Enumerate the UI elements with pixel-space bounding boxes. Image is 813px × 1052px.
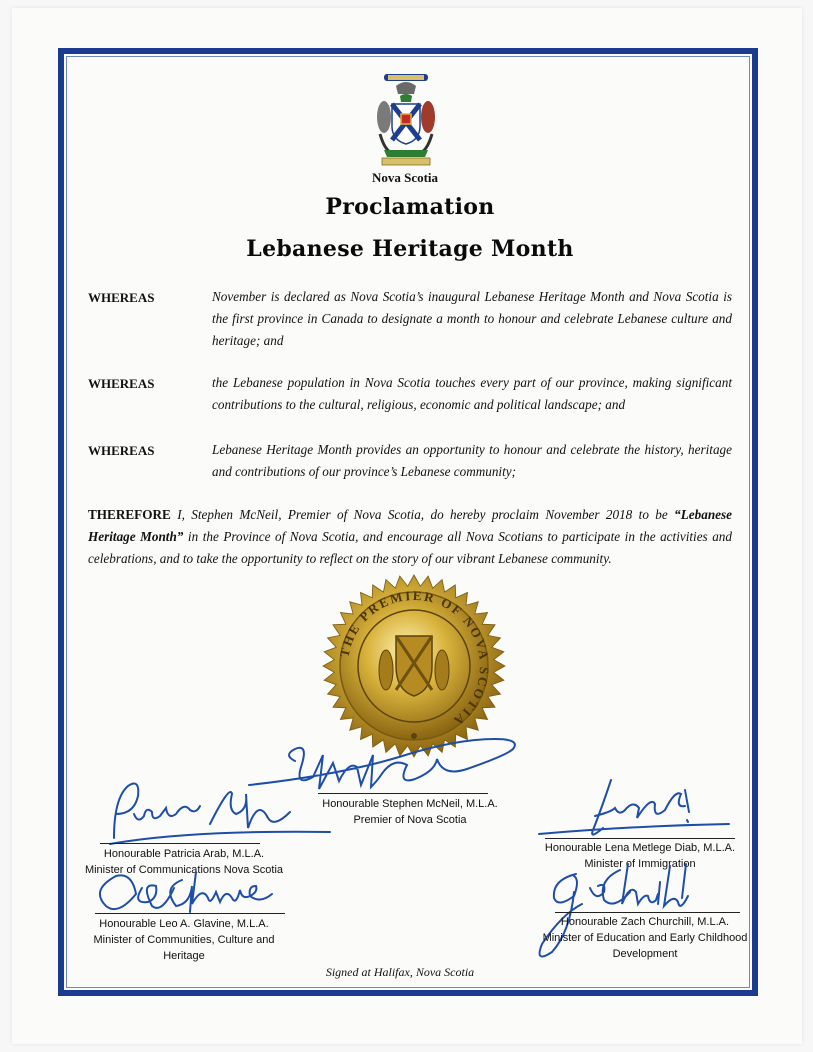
signatory-churchill [540, 914, 750, 962]
signature-line [318, 793, 488, 794]
signatory-title: Premier of Nova Scotia [353, 814, 467, 826]
signatory-title: Minister of Communications Nova Scotia [84, 864, 284, 876]
therefore-text-1: I, Stephen McNeil, Premier of Nova Scotia, do hereby proclaim November 2018 to be [170, 507, 675, 522]
therefore-lead: THEREFORE [88, 507, 171, 522]
signatory-title: Minister of Education and Early Childhood Development [542, 932, 748, 960]
whereas-text: the Lebanese population in Nova Scotia touches every part of our province, making significant contributions to the cultural, religious, economic and political landscape; and [212, 375, 732, 412]
signatory-name: Honourable Zach Churchill, M.L.A. [560, 916, 730, 928]
signatory-title: Minister of Communities, Culture and Heritage [93, 934, 275, 962]
signatory-title: Minister of Immigration [584, 858, 696, 870]
signature-line [95, 913, 285, 914]
signature-line [545, 838, 735, 839]
signatory-name: Honourable Stephen McNeil, M.L.A. [322, 798, 498, 810]
document-title: Proclamation [325, 194, 495, 220]
seal-text: THE PREMIER OF NOVA SCOTIA [336, 587, 493, 730]
signature-line [100, 843, 260, 844]
therefore-text-2: in the Province of Nova Scotia, and encourage all Nova Scotians to participate in the activities and celebrations, and to take the opportunity to reflect on the story of our vibrant Lebanese community. [88, 529, 732, 566]
document-subtitle: Lebanese Heritage Month [246, 236, 574, 262]
glavine-signature [86, 866, 286, 916]
signature-line [555, 912, 740, 913]
whereas-label: WHEREAS [88, 443, 155, 458]
therefore-highlight: “Lebanese Heritage Month” [88, 507, 732, 544]
signatory-glavine [84, 916, 284, 964]
whereas-label: WHEREAS [88, 376, 155, 391]
signatory-name: Honourable Patricia Arab, M.L.A. [103, 848, 265, 860]
signatory-name: Honourable Lena Metlege Diab, M.L.A. [544, 842, 736, 854]
province-name: Nova Scotia [371, 170, 439, 185]
diab-signature [535, 776, 735, 842]
signed-at: Signed at Halifax, Nova Scotia [325, 965, 475, 979]
premier-seal-icon [322, 574, 506, 758]
whereas-label: WHEREAS [88, 290, 155, 305]
whereas-text: November is declared as Nova Scotia’s inaugural Lebanese Heritage Month and Nova Scotia is the first province in Canada to designate a month to honour and celebrate Lebanese culture and heritage; and [212, 289, 732, 348]
signatory-name: Honourable Leo A. Glavine, M.L.A. [99, 918, 269, 930]
coat-of-arms-icon [370, 72, 442, 170]
therefore-paragraph [88, 504, 732, 570]
whereas-text: Lebanese Heritage Month provides an opportunity to honour and celebrate the history, heritage and contributions of our province’s Lebanese community; [212, 442, 732, 479]
arab-signature [100, 774, 340, 844]
